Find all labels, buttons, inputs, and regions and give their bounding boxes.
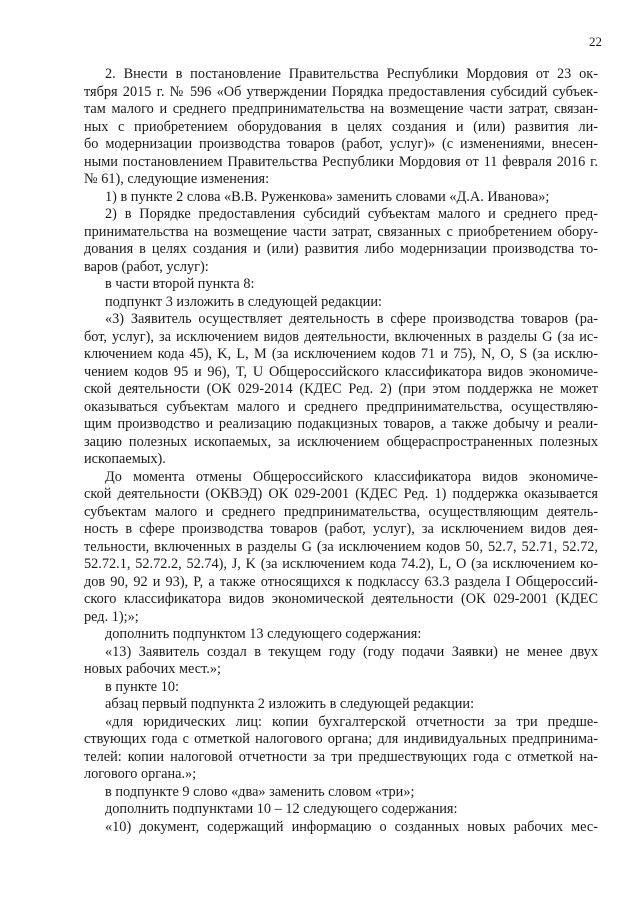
text-line: логового органа.»; — [84, 766, 197, 782]
text-line: «13) Заявитель создал в текущем году (году подачи Заявки) не менее двух — [105, 643, 598, 660]
text-line: «для юридических лиц: копии бухгалтерской отчетности за три предше- — [105, 713, 598, 730]
text-line: в подпункте 9 слово «два» заменить словом «три»; — [105, 783, 415, 800]
text-line: субъектам малого и среднего предпринимательства, осуществляющим деятель- — [84, 503, 598, 520]
text-line: бот, услуг), за исключением видов деятельности, включенных в разделы G (за ис- — [84, 328, 598, 345]
text-line: щим производство и реализацию подакцизных товаров, а также добычу и реали- — [84, 416, 598, 432]
text-line: ской деятельности (ОКВЭД) ОК 029-2001 (КДЕС Ред. 1) поддержка оказывается — [84, 486, 598, 502]
text-line: в части второй пункта 8: — [105, 276, 255, 292]
text-line: ключением кода 45), K, L, M (за исключением кодов 71 и 75), N, O, S (за исклю- — [84, 346, 598, 362]
text-line: тября 2015 г. № 596 «Об утверждении Порядка предоставления субсидий субъек- — [84, 83, 598, 100]
text-line: телей: копии налоговой отчетности за три предшествующих года с отметкой на- — [84, 748, 598, 765]
text-line: ность в сфере производства товаров (работ, услуг), за исключением видов дея- — [84, 521, 598, 537]
text-line: «3) Заявитель осуществляет деятельность в сфере производства товаров (ра- — [105, 311, 598, 327]
text-line: ископаемых). — [84, 451, 166, 467]
text-line: дов 90, 92 и 93), P, а также относящихся к подклассу 63.3 раздела I Общероссий- — [84, 573, 598, 590]
text-line: дования в целях создания и (или) развития либо модернизации производства то- — [84, 241, 598, 257]
text-line: дополнить подпунктом 13 следующего содержания: — [105, 626, 422, 642]
text-line: абзац первый подпункта 2 изложить в следующей редакции: — [105, 696, 475, 712]
text-line: чением кодов 95 и 96), T, U Общероссийского классификатора видов экономиче- — [84, 363, 598, 380]
text-line: там малого и среднего предпринимательства на возмещение части затрат, связан- — [84, 101, 598, 117]
text-line: зацию полезных ископаемых, за исключением общераспространенных полезных — [84, 433, 598, 450]
text-line: 1) в пункте 2 слова «В.В. Руженкова» заменить словами «Д.А. Иванова»; — [105, 188, 550, 205]
text-line: бо модернизации производства товаров (работ, услуг)» (с изменениями, внесен- — [84, 136, 598, 152]
text-line: ными постановлением Правительства Республики Мордовия от 11 февраля 2016 г. — [84, 153, 598, 170]
text-line: ред. 1);»; — [84, 608, 139, 625]
text-line: подпункт 3 изложить в следующей редакции: — [105, 293, 382, 310]
text-line: варов (работ, услуг): — [84, 258, 209, 275]
text-line: 2. Внести в постановление Правительства Республики Мордовия от 23 ок- — [105, 66, 598, 82]
text-line: в пункте 10: — [105, 678, 179, 695]
text-line: ской деятельности (ОК 029-2014 (КДЕС Ред. 2) (при этом поддержка не может — [84, 381, 598, 397]
text-line: 52.72.1, 52.72.2, 52.74), J, K (за исключением кода 74.2), L, O (за исключением ко- — [84, 556, 598, 572]
document-body — [84, 66, 598, 836]
text-line: новых рабочих мест.»; — [84, 661, 221, 677]
text-line: «10) документ, содержащий информацию о созданных новых рабочих мес- — [105, 818, 598, 835]
text-line: тельности, включенных в разделы G (за исключением кодов 50, 52.7, 52.71, 52.72, — [84, 538, 598, 555]
text-line: ных с приобретением оборудования в целях создания и (или) развития ли- — [84, 118, 598, 135]
text-line: дополнить подпунктами 10 – 12 следующего содержания: — [105, 801, 458, 817]
text-line: До момента отмены Общероссийского классификатора видов экономиче- — [105, 468, 598, 485]
text-line: 2) в Порядке предоставления субсидий субъектам малого и среднего пред- — [105, 206, 598, 222]
text-line: оказываться субъектам малого и среднего предпринимательства, осуществляю- — [84, 398, 598, 415]
text-line: ствующих года с отметкой налогового органа; для индивидуальных предпринима- — [84, 731, 598, 747]
text-line: принимательства на возмещение части затрат, связанных с приобретением обору- — [84, 223, 598, 240]
text-line: ского классификатора видов экономической деятельности (ОК 029-2001 (КДЕС — [84, 591, 598, 607]
text-line: № 61), следующие изменения: — [84, 171, 270, 187]
page-number: 22 — [589, 34, 602, 49]
